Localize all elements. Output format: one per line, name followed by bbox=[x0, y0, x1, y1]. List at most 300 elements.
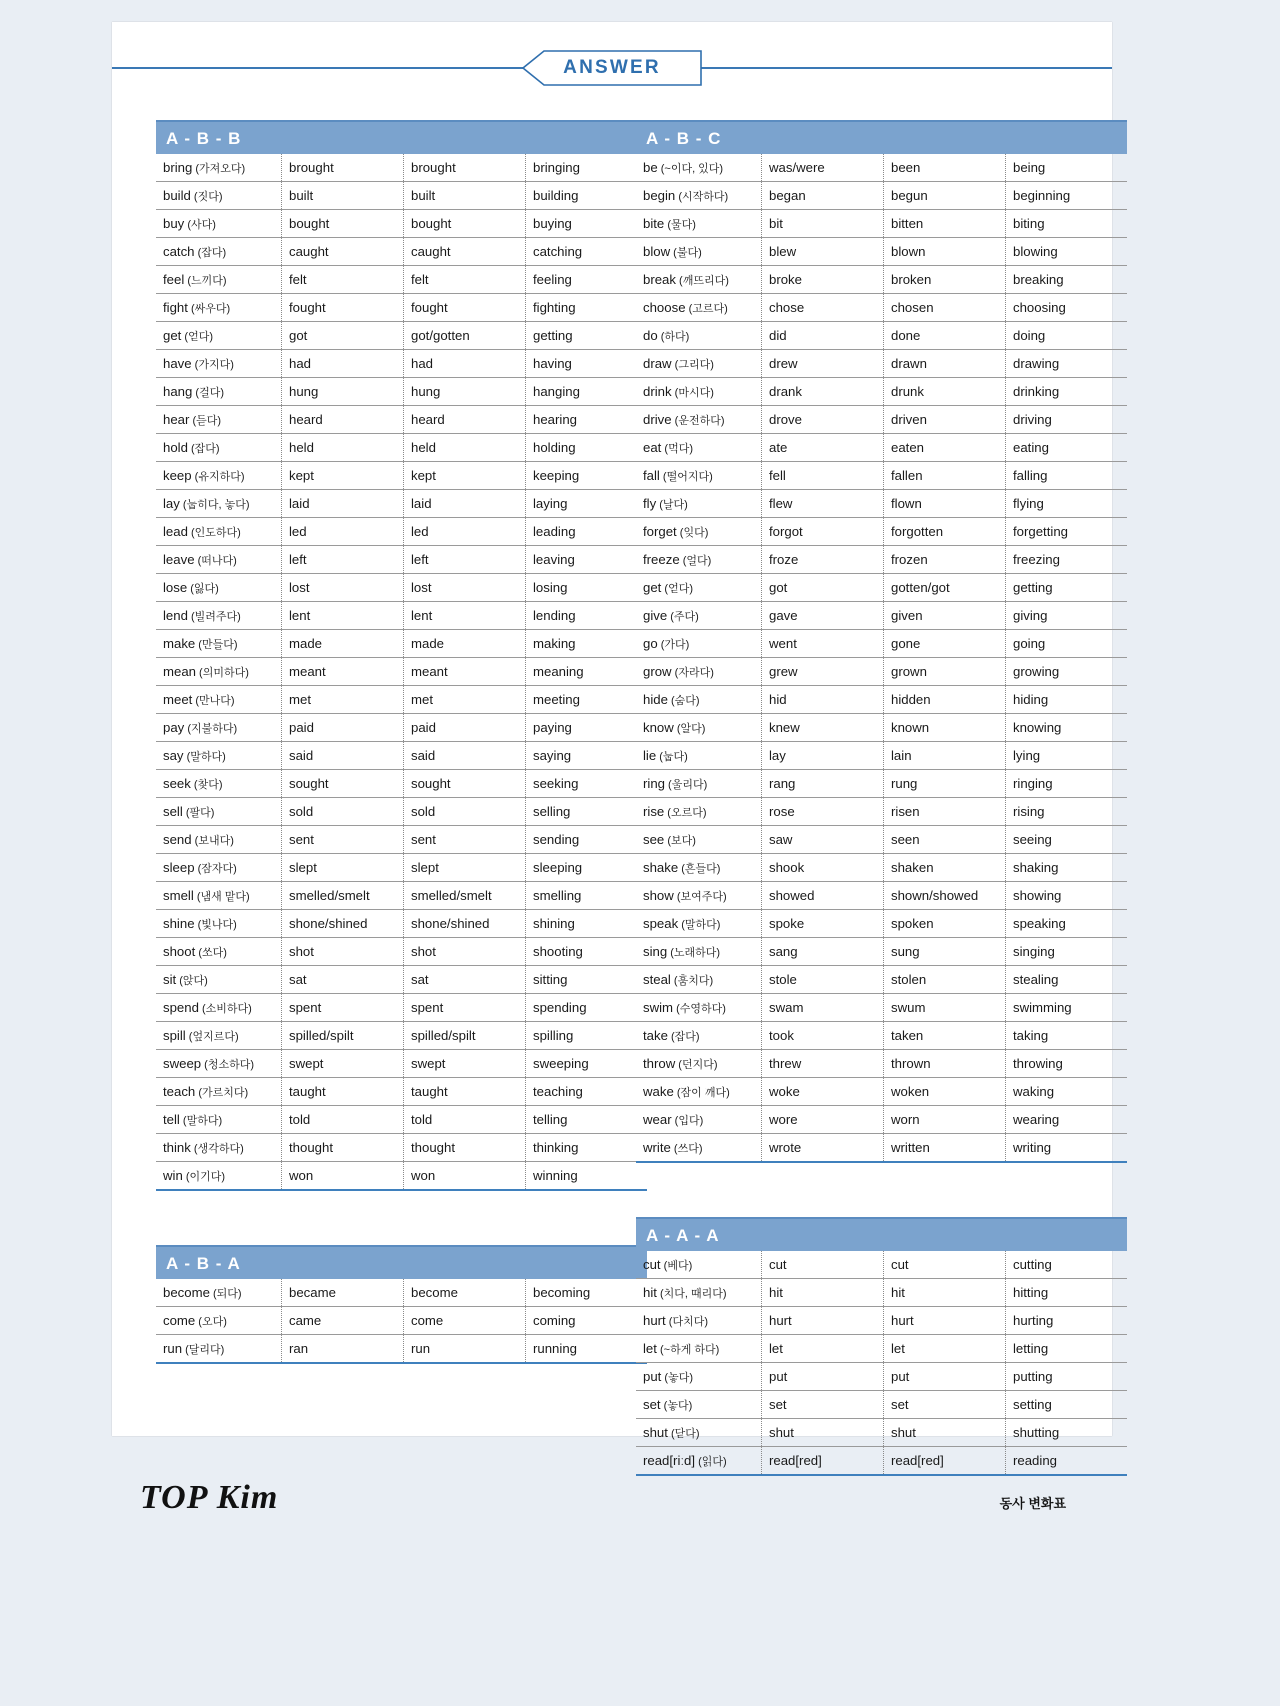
verb-past-cell: hid bbox=[762, 686, 884, 714]
table-row bbox=[156, 1022, 647, 1050]
verb-ing-cell: writing bbox=[1006, 1134, 1128, 1163]
table-title-abc: A - B - C bbox=[636, 120, 1127, 154]
verb-base-cell: make (만들다) bbox=[156, 630, 282, 658]
verb-ing-cell: lending bbox=[526, 602, 648, 630]
verb-past-cell: shook bbox=[762, 854, 884, 882]
verb-past-cell: left bbox=[282, 546, 404, 574]
verb-participle-cell: got/gotten bbox=[404, 322, 526, 350]
table-row bbox=[156, 826, 647, 854]
verb-base-cell: shoot (쏘다) bbox=[156, 938, 282, 966]
verb-past-cell: fought bbox=[282, 294, 404, 322]
verb-base-cell: spill (엎지르다) bbox=[156, 1022, 282, 1050]
verb-ing-cell: fighting bbox=[526, 294, 648, 322]
verb-ing-cell: setting bbox=[1006, 1391, 1128, 1419]
verb-base-cell: teach (가르치다) bbox=[156, 1078, 282, 1106]
verb-table-abb bbox=[156, 120, 647, 1191]
verb-participle-cell: brought bbox=[404, 154, 526, 182]
table-row bbox=[636, 210, 1127, 238]
verb-participle-cell: spent bbox=[404, 994, 526, 1022]
verb-participle-cell: set bbox=[884, 1391, 1006, 1419]
verb-past-cell: showed bbox=[762, 882, 884, 910]
verb-base-cell: leave (떠나다) bbox=[156, 546, 282, 574]
verb-past-cell: lent bbox=[282, 602, 404, 630]
verb-ing-cell: forgetting bbox=[1006, 518, 1128, 546]
verb-ing-cell: seeing bbox=[1006, 826, 1128, 854]
verb-participle-cell: gone bbox=[884, 630, 1006, 658]
verb-participle-cell: paid bbox=[404, 714, 526, 742]
verb-ing-cell: saying bbox=[526, 742, 648, 770]
verb-participle-cell: stolen bbox=[884, 966, 1006, 994]
table-row bbox=[636, 966, 1127, 994]
verb-ing-cell: having bbox=[526, 350, 648, 378]
verb-base-cell: sweep (청소하다) bbox=[156, 1050, 282, 1078]
table-row bbox=[636, 518, 1127, 546]
verb-base-cell: get (얻다) bbox=[156, 322, 282, 350]
verb-participle-cell: hit bbox=[884, 1279, 1006, 1307]
verb-participle-cell: held bbox=[404, 434, 526, 462]
verb-past-cell: swept bbox=[282, 1050, 404, 1078]
table-title-abb: A - B - B bbox=[156, 120, 647, 154]
table-row bbox=[156, 1307, 647, 1335]
verb-base-cell: win (이기다) bbox=[156, 1162, 282, 1191]
verb-past-cell: heard bbox=[282, 406, 404, 434]
verb-past-cell: drew bbox=[762, 350, 884, 378]
verb-ing-cell: drawing bbox=[1006, 350, 1128, 378]
verb-participle-cell: frozen bbox=[884, 546, 1006, 574]
verb-ing-cell: bringing bbox=[526, 154, 648, 182]
verb-participle-cell: worn bbox=[884, 1106, 1006, 1134]
verb-participle-cell: thrown bbox=[884, 1050, 1006, 1078]
table-row bbox=[156, 350, 647, 378]
verb-participle-cell: run bbox=[404, 1335, 526, 1364]
verb-past-cell: cut bbox=[762, 1251, 884, 1279]
verb-base-cell: fight (싸우다) bbox=[156, 294, 282, 322]
verb-base-cell: sing (노래하다) bbox=[636, 938, 762, 966]
table-row bbox=[636, 462, 1127, 490]
verb-participle-cell: begun bbox=[884, 182, 1006, 210]
verb-ing-cell: becoming bbox=[526, 1279, 648, 1307]
verb-past-cell: hurt bbox=[762, 1307, 884, 1335]
verb-base-cell: let (~하게 하다) bbox=[636, 1335, 762, 1363]
verb-past-cell: slept bbox=[282, 854, 404, 882]
table-body-aaa bbox=[636, 1251, 1127, 1475]
verb-ing-cell: coming bbox=[526, 1307, 648, 1335]
left-column bbox=[156, 120, 592, 1364]
verb-participle-cell: bought bbox=[404, 210, 526, 238]
verb-past-cell: let bbox=[762, 1335, 884, 1363]
verb-ing-cell: hitting bbox=[1006, 1279, 1128, 1307]
table-row bbox=[156, 210, 647, 238]
table-row bbox=[156, 294, 647, 322]
verb-ing-cell: telling bbox=[526, 1106, 648, 1134]
verb-participle-cell: caught bbox=[404, 238, 526, 266]
verb-participle-cell: met bbox=[404, 686, 526, 714]
verb-past-cell: sat bbox=[282, 966, 404, 994]
verb-past-cell: shut bbox=[762, 1419, 884, 1447]
verb-participle-cell: smelled/smelt bbox=[404, 882, 526, 910]
table-row bbox=[636, 294, 1127, 322]
verb-base-cell: go (가다) bbox=[636, 630, 762, 658]
verb-participle-cell: read[red] bbox=[884, 1447, 1006, 1476]
table-row bbox=[636, 1391, 1127, 1419]
verb-participle-cell: won bbox=[404, 1162, 526, 1191]
verb-past-cell: put bbox=[762, 1363, 884, 1391]
verb-ing-cell: thinking bbox=[526, 1134, 648, 1162]
verb-base-cell: mean (의미하다) bbox=[156, 658, 282, 686]
verb-past-cell: became bbox=[282, 1279, 404, 1307]
verb-base-cell: swim (수영하다) bbox=[636, 994, 762, 1022]
verb-ing-cell: doing bbox=[1006, 322, 1128, 350]
verb-ing-cell: falling bbox=[1006, 462, 1128, 490]
table-row bbox=[636, 1363, 1127, 1391]
verb-ing-cell: reading bbox=[1006, 1447, 1128, 1476]
verb-base-cell: fall (떨어지다) bbox=[636, 462, 762, 490]
verb-table-aba bbox=[156, 1245, 647, 1364]
verb-ing-cell: stealing bbox=[1006, 966, 1128, 994]
table-row bbox=[156, 266, 647, 294]
verb-participle-cell: risen bbox=[884, 798, 1006, 826]
table-row bbox=[636, 1106, 1127, 1134]
verb-base-cell: pay (지불하다) bbox=[156, 714, 282, 742]
verb-ing-cell: keeping bbox=[526, 462, 648, 490]
verb-ing-cell: leaving bbox=[526, 546, 648, 574]
verb-ing-cell: getting bbox=[1006, 574, 1128, 602]
verb-ing-cell: eating bbox=[1006, 434, 1128, 462]
verb-base-cell: bite (물다) bbox=[636, 210, 762, 238]
brand-logo: TOP Kim bbox=[140, 1479, 279, 1516]
verb-ing-cell: going bbox=[1006, 630, 1128, 658]
verb-past-cell: felt bbox=[282, 266, 404, 294]
verb-base-cell: lead (인도하다) bbox=[156, 518, 282, 546]
verb-ing-cell: laying bbox=[526, 490, 648, 518]
verb-base-cell: lose (잃다) bbox=[156, 574, 282, 602]
table-row bbox=[156, 518, 647, 546]
table-row bbox=[636, 938, 1127, 966]
table-row bbox=[156, 406, 647, 434]
verb-past-cell: thought bbox=[282, 1134, 404, 1162]
table-row bbox=[636, 1078, 1127, 1106]
table-body-abb bbox=[156, 154, 647, 1190]
verb-ing-cell: smelling bbox=[526, 882, 648, 910]
table-block-aba bbox=[156, 1245, 592, 1364]
table-row bbox=[156, 322, 647, 350]
verb-past-cell: began bbox=[762, 182, 884, 210]
verb-base-cell: lie (눕다) bbox=[636, 742, 762, 770]
verb-participle-cell: thought bbox=[404, 1134, 526, 1162]
verb-past-cell: sold bbox=[282, 798, 404, 826]
verb-base-cell: run (달리다) bbox=[156, 1335, 282, 1364]
verb-ing-cell: shooting bbox=[526, 938, 648, 966]
verb-ing-cell: buying bbox=[526, 210, 648, 238]
table-row bbox=[156, 1050, 647, 1078]
verb-base-cell: meet (만나다) bbox=[156, 686, 282, 714]
table-row bbox=[636, 770, 1127, 798]
table-row bbox=[636, 1419, 1127, 1447]
table-row bbox=[636, 546, 1127, 574]
verb-base-cell: read[riːd] (읽다) bbox=[636, 1447, 762, 1476]
table-row bbox=[636, 434, 1127, 462]
verb-past-cell: stole bbox=[762, 966, 884, 994]
table-row bbox=[636, 1335, 1127, 1363]
table-row bbox=[636, 322, 1127, 350]
verb-participle-cell: made bbox=[404, 630, 526, 658]
table-row bbox=[636, 182, 1127, 210]
verb-past-cell: read[red] bbox=[762, 1447, 884, 1476]
verb-base-cell: think (생각하다) bbox=[156, 1134, 282, 1162]
verb-past-cell: caught bbox=[282, 238, 404, 266]
verb-participle-cell: fallen bbox=[884, 462, 1006, 490]
verb-participle-cell: flown bbox=[884, 490, 1006, 518]
verb-ing-cell: spending bbox=[526, 994, 648, 1022]
verb-base-cell: get (얻다) bbox=[636, 574, 762, 602]
verb-participle-cell: drawn bbox=[884, 350, 1006, 378]
verb-base-cell: rise (오르다) bbox=[636, 798, 762, 826]
verb-base-cell: hang (걸다) bbox=[156, 378, 282, 406]
verb-participle-cell: hung bbox=[404, 378, 526, 406]
verb-ing-cell: catching bbox=[526, 238, 648, 266]
verb-participle-cell: forgotten bbox=[884, 518, 1006, 546]
verb-base-cell: do (하다) bbox=[636, 322, 762, 350]
table-block-abc bbox=[636, 120, 1072, 1163]
verb-base-cell: seek (찾다) bbox=[156, 770, 282, 798]
verb-past-cell: blew bbox=[762, 238, 884, 266]
verb-participle-cell: come bbox=[404, 1307, 526, 1335]
verb-ing-cell: seeking bbox=[526, 770, 648, 798]
verb-past-cell: bit bbox=[762, 210, 884, 238]
verb-ing-cell: wearing bbox=[1006, 1106, 1128, 1134]
verb-past-cell: met bbox=[282, 686, 404, 714]
verb-ing-cell: growing bbox=[1006, 658, 1128, 686]
verb-ing-cell: ringing bbox=[1006, 770, 1128, 798]
verb-base-cell: blow (불다) bbox=[636, 238, 762, 266]
table-row bbox=[636, 798, 1127, 826]
verb-base-cell: sleep (잠자다) bbox=[156, 854, 282, 882]
verb-ing-cell: being bbox=[1006, 154, 1128, 182]
verb-base-cell: hurt (다치다) bbox=[636, 1307, 762, 1335]
verb-base-cell: say (말하다) bbox=[156, 742, 282, 770]
verb-participle-cell: shaken bbox=[884, 854, 1006, 882]
verb-participle-cell: slept bbox=[404, 854, 526, 882]
verb-participle-cell: given bbox=[884, 602, 1006, 630]
verb-past-cell: told bbox=[282, 1106, 404, 1134]
verb-ing-cell: sweeping bbox=[526, 1050, 648, 1078]
verb-participle-cell: sent bbox=[404, 826, 526, 854]
table-row bbox=[636, 1022, 1127, 1050]
verb-participle-cell: swept bbox=[404, 1050, 526, 1078]
verb-participle-cell: broken bbox=[884, 266, 1006, 294]
banner-tag bbox=[522, 50, 702, 86]
verb-table-abc bbox=[636, 120, 1127, 1163]
table-row bbox=[156, 742, 647, 770]
verb-base-cell: choose (고르다) bbox=[636, 294, 762, 322]
verb-participle-cell: woken bbox=[884, 1078, 1006, 1106]
verb-base-cell: break (깨뜨리다) bbox=[636, 266, 762, 294]
verb-past-cell: got bbox=[282, 322, 404, 350]
verb-past-cell: set bbox=[762, 1391, 884, 1419]
right-column bbox=[636, 120, 1072, 1476]
verb-ing-cell: cutting bbox=[1006, 1251, 1128, 1279]
verb-base-cell: ring (울리다) bbox=[636, 770, 762, 798]
verb-past-cell: went bbox=[762, 630, 884, 658]
table-row bbox=[156, 686, 647, 714]
verb-base-cell: be (~이다, 있다) bbox=[636, 154, 762, 182]
verb-past-cell: lay bbox=[762, 742, 884, 770]
verb-base-cell: feel (느끼다) bbox=[156, 266, 282, 294]
verb-past-cell: drove bbox=[762, 406, 884, 434]
verb-past-cell: spoke bbox=[762, 910, 884, 938]
verb-participle-cell: gotten/got bbox=[884, 574, 1006, 602]
table-title-aba: A - B - A bbox=[156, 1245, 647, 1279]
table-row bbox=[636, 406, 1127, 434]
verb-past-cell: grew bbox=[762, 658, 884, 686]
verb-participle-cell: led bbox=[404, 518, 526, 546]
verb-ing-cell: teaching bbox=[526, 1078, 648, 1106]
verb-past-cell: lost bbox=[282, 574, 404, 602]
verb-participle-cell: become bbox=[404, 1279, 526, 1307]
verb-past-cell: brought bbox=[282, 154, 404, 182]
verb-ing-cell: hurting bbox=[1006, 1307, 1128, 1335]
verb-past-cell: meant bbox=[282, 658, 404, 686]
table-row bbox=[636, 378, 1127, 406]
verb-base-cell: grow (자라다) bbox=[636, 658, 762, 686]
verb-ing-cell: rising bbox=[1006, 798, 1128, 826]
verb-base-cell: hit (치다, 때리다) bbox=[636, 1279, 762, 1307]
verb-past-cell: broke bbox=[762, 266, 884, 294]
verb-base-cell: lend (빌려주다) bbox=[156, 602, 282, 630]
table-row bbox=[156, 602, 647, 630]
verb-participle-cell: written bbox=[884, 1134, 1006, 1163]
page-footer bbox=[112, 1455, 1112, 1545]
verb-ing-cell: showing bbox=[1006, 882, 1128, 910]
table-row bbox=[156, 1335, 647, 1364]
verb-base-cell: hear (듣다) bbox=[156, 406, 282, 434]
verb-past-cell: wore bbox=[762, 1106, 884, 1134]
verb-ing-cell: singing bbox=[1006, 938, 1128, 966]
verb-past-cell: held bbox=[282, 434, 404, 462]
verb-participle-cell: sought bbox=[404, 770, 526, 798]
verb-base-cell: become (되다) bbox=[156, 1279, 282, 1307]
verb-base-cell: catch (잡다) bbox=[156, 238, 282, 266]
verb-past-cell: rang bbox=[762, 770, 884, 798]
verb-past-cell: sang bbox=[762, 938, 884, 966]
verb-ing-cell: hanging bbox=[526, 378, 648, 406]
table-row bbox=[636, 994, 1127, 1022]
verb-participle-cell: grown bbox=[884, 658, 1006, 686]
verb-past-cell: saw bbox=[762, 826, 884, 854]
verb-past-cell: forgot bbox=[762, 518, 884, 546]
verb-base-cell: hide (숨다) bbox=[636, 686, 762, 714]
table-row bbox=[156, 1106, 647, 1134]
verb-ing-cell: driving bbox=[1006, 406, 1128, 434]
verb-ing-cell: choosing bbox=[1006, 294, 1128, 322]
verb-base-cell: throw (던지다) bbox=[636, 1050, 762, 1078]
verb-past-cell: was/were bbox=[762, 154, 884, 182]
verb-past-cell: hit bbox=[762, 1279, 884, 1307]
table-row bbox=[636, 742, 1127, 770]
table-row bbox=[636, 266, 1127, 294]
verb-base-cell: give (주다) bbox=[636, 602, 762, 630]
verb-ing-cell: holding bbox=[526, 434, 648, 462]
table-row bbox=[636, 910, 1127, 938]
verb-base-cell: speak (말하다) bbox=[636, 910, 762, 938]
verb-past-cell: led bbox=[282, 518, 404, 546]
verb-ing-cell: letting bbox=[1006, 1335, 1128, 1363]
verb-base-cell: set (놓다) bbox=[636, 1391, 762, 1419]
verb-ing-cell: flying bbox=[1006, 490, 1128, 518]
table-row bbox=[156, 462, 647, 490]
table-row bbox=[156, 798, 647, 826]
table-row bbox=[156, 966, 647, 994]
verb-past-cell: came bbox=[282, 1307, 404, 1335]
verb-base-cell: know (알다) bbox=[636, 714, 762, 742]
verb-participle-cell: left bbox=[404, 546, 526, 574]
verb-ing-cell: beginning bbox=[1006, 182, 1128, 210]
verb-ing-cell: building bbox=[526, 182, 648, 210]
verb-ing-cell: putting bbox=[1006, 1363, 1128, 1391]
verb-base-cell: shut (닫다) bbox=[636, 1419, 762, 1447]
footer-note: 동사 변화표 bbox=[999, 1496, 1066, 1511]
verb-past-cell: made bbox=[282, 630, 404, 658]
verb-ing-cell: getting bbox=[526, 322, 648, 350]
verb-participle-cell: drunk bbox=[884, 378, 1006, 406]
verb-past-cell: wrote bbox=[762, 1134, 884, 1163]
verb-base-cell: build (짓다) bbox=[156, 182, 282, 210]
verb-participle-cell: sung bbox=[884, 938, 1006, 966]
verb-participle-cell: sat bbox=[404, 966, 526, 994]
verb-ing-cell: sending bbox=[526, 826, 648, 854]
verb-participle-cell: lent bbox=[404, 602, 526, 630]
verb-ing-cell: freezing bbox=[1006, 546, 1128, 574]
verb-ing-cell: selling bbox=[526, 798, 648, 826]
verb-base-cell: wear (입다) bbox=[636, 1106, 762, 1134]
verb-past-cell: woke bbox=[762, 1078, 884, 1106]
verb-base-cell: see (보다) bbox=[636, 826, 762, 854]
verb-base-cell: begin (시작하다) bbox=[636, 182, 762, 210]
table-row bbox=[636, 350, 1127, 378]
verb-ing-cell: shutting bbox=[1006, 1419, 1128, 1447]
verb-participle-cell: lost bbox=[404, 574, 526, 602]
verb-past-cell: knew bbox=[762, 714, 884, 742]
verb-participle-cell: shone/shined bbox=[404, 910, 526, 938]
verb-base-cell: shine (빛나다) bbox=[156, 910, 282, 938]
answer-banner bbox=[112, 22, 1112, 92]
table-row bbox=[636, 1279, 1127, 1307]
verb-past-cell: froze bbox=[762, 546, 884, 574]
verb-past-cell: rose bbox=[762, 798, 884, 826]
table-row bbox=[156, 1134, 647, 1162]
verb-base-cell: bring (가져오다) bbox=[156, 154, 282, 182]
verb-base-cell: sit (앉다) bbox=[156, 966, 282, 994]
verb-participle-cell: been bbox=[884, 154, 1006, 182]
verb-participle-cell: hidden bbox=[884, 686, 1006, 714]
verb-base-cell: lay (눕히다, 놓다) bbox=[156, 490, 282, 518]
verb-past-cell: spent bbox=[282, 994, 404, 1022]
verb-past-cell: laid bbox=[282, 490, 404, 518]
verb-past-cell: drank bbox=[762, 378, 884, 406]
verb-participle-cell: driven bbox=[884, 406, 1006, 434]
verb-participle-cell: shown/showed bbox=[884, 882, 1006, 910]
table-row bbox=[636, 238, 1127, 266]
verb-participle-cell: done bbox=[884, 322, 1006, 350]
verb-participle-cell: seen bbox=[884, 826, 1006, 854]
verb-past-cell: fell bbox=[762, 462, 884, 490]
verb-participle-cell: eaten bbox=[884, 434, 1006, 462]
verb-participle-cell: spilled/spilt bbox=[404, 1022, 526, 1050]
verb-participle-cell: built bbox=[404, 182, 526, 210]
verb-base-cell: steal (훔치다) bbox=[636, 966, 762, 994]
verb-base-cell: send (보내다) bbox=[156, 826, 282, 854]
verb-ing-cell: throwing bbox=[1006, 1050, 1128, 1078]
